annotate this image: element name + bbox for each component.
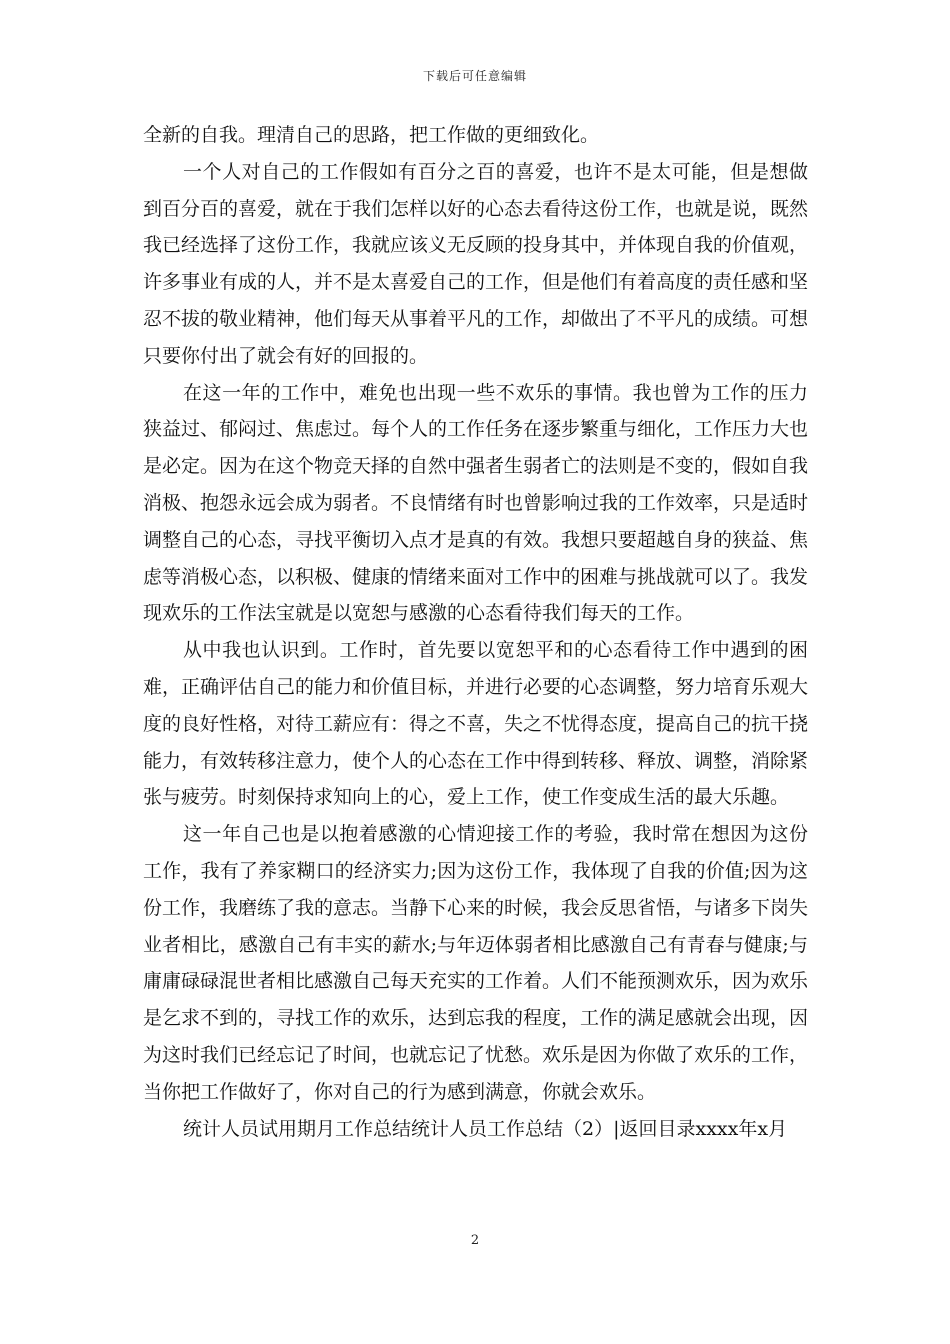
page-number: 2 xyxy=(470,1233,480,1248)
document-body xyxy=(143,117,808,1147)
paragraph-love-of-work: 一个人对自己的工作假如有百分之百的喜爱，也许不是太可能，但是想做到百分百的喜爱，就在于我们怎样以好的心态去看待这份工作，也就是说，既然我已经选择了这份工作，我就应该义无反顾的投身其中，并体现自我的价值观，许多事业有成的人，并不是太喜爱自己的工作，但是他们有着高度的责任感和坚忍不拔的敬业精神，他们每天从事着平凡的工作，却做出了不平凡的成绩。可想只要你付出了就会有好的回报的。 xyxy=(143,160,809,367)
paragraph-lessons-learned: 从中我也认识到。工作时，首先要以宽恕平和的心态看待工作中遇到的困难，正确评估自己的能力和价值目标，并进行必要的心态调整，努力培育乐观大度的良好性格，对待工薪应有：得之不喜，失之不忧得态度，提高自己的抗干挠能力，有效转移注意力，使个人的心态在工作中得到转移、释放、调整，消除紧张与疲劳。时刻保持求知向上的心，爱上工作，使工作变成生活的最大乐趣。 xyxy=(143,639,809,809)
paragraph-gratitude: 这一年自己也是以抱着感激的心情迎接工作的考验，我时常在想因为这份工作，我有了养家糊口的经济实力;因为这份工作，我体现了自我的价值;因为这份工作，我磨练了我的意志。当静下心来的时候，我会反思省悟，与诸多下岗失业者相比，感激自己有丰实的薪水;与年迈体弱者相比感激自己有青春与健康;与庸庸碌碌混世者相比感激自己每天充实的工作着。人们不能预测欢乐，因为欢乐是乞求不到的，寻找工作的欢乐，达到忘我的程度，工作的满足感就会出现，因为这时我们已经忘记了时间，也就忘记了忧愁。欢乐是因为你做了欢乐的工作，当你把工作做好了，你对自己的行为感到满意，你就会欢乐。 xyxy=(143,823,809,1103)
paragraph-section-link: 统计人员试用期月工作总结统计人员工作总结（2）|返回目录xxxx年x月 xyxy=(183,1117,788,1140)
paragraph-work-pressure: 在这一年的工作中，难免也出现一些不欢乐的事情。我也曾为工作的压力狭益过、郁闷过、焦虑过。每个人的工作任务在逐步繁重与细化，工作压力大也是必定。因为在这个物竞天择的自然中强者生弱者亡的法则是不变的，假如自我消极、抱怨永远会成为弱者。不良情绪有时也曾影响过我的工作效率，只是适时调整自己的心态，寻找平衡切入点才是真的有效。我想只要超越自身的狭益、焦虑等消极心态，以积极、健康的情绪来面对工作中的困难与挑战就可以了。我发现欢乐的工作法宝就是以宽恕与感激的心态看待我们每天的工作。 xyxy=(143,381,809,625)
paragraph-continuation: 全新的自我。理清自己的思路，把工作做的更细致化。 xyxy=(143,124,600,146)
page-header: 下载后可任意编辑 xyxy=(422,69,527,83)
